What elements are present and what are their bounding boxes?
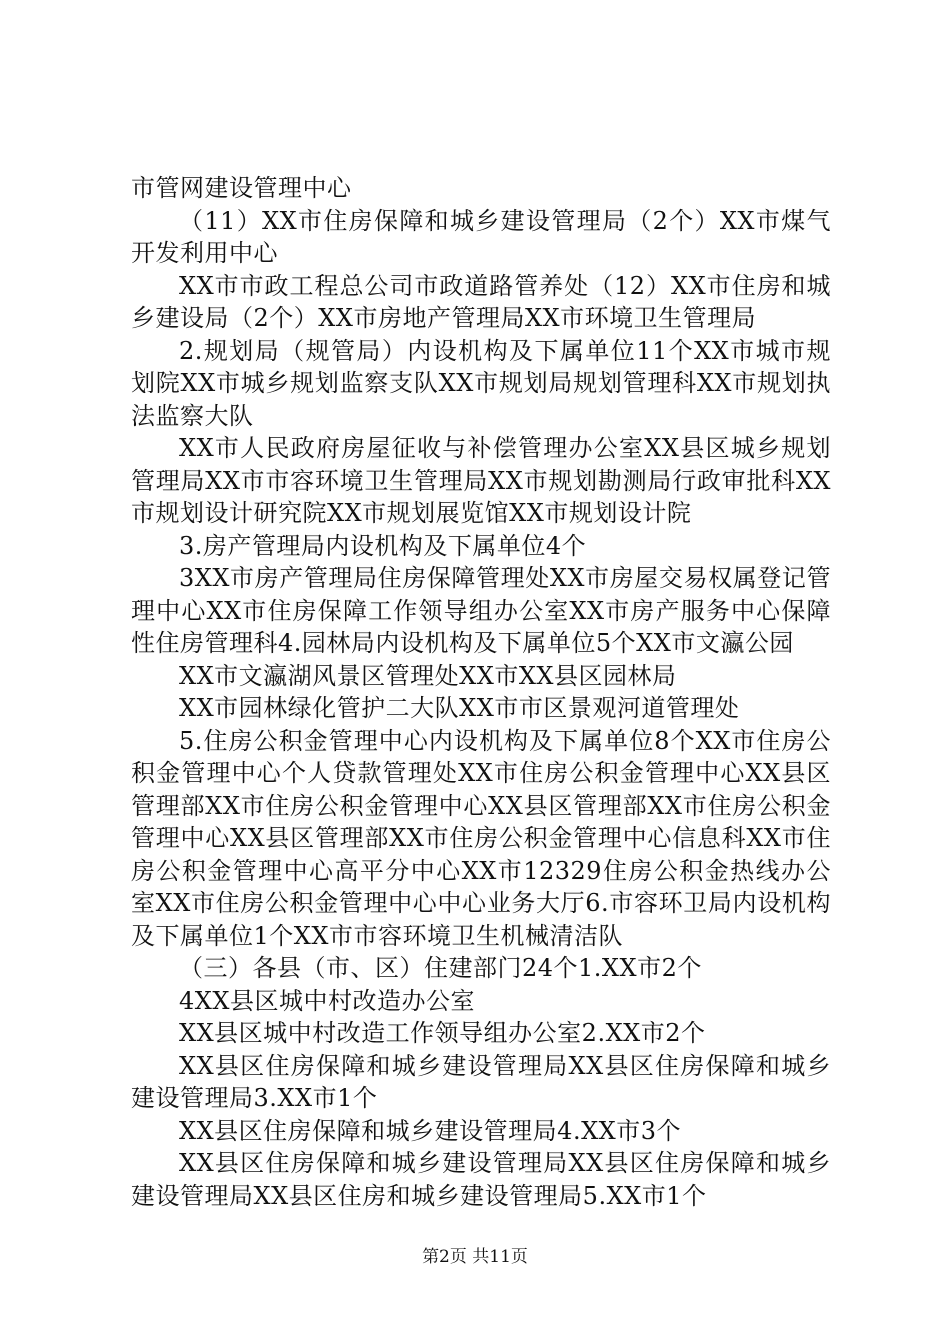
paragraph-9: XX市园林绿化管护二大队XX市市区景观河道管理处 bbox=[179, 694, 740, 722]
paragraph-3: XX市市政工程总公司市政道路管养处（12）XX市住房和城乡建设局（2个）XX市房地产管理局XX市环境卫生管理局 bbox=[131, 271, 831, 332]
paragraph-4: 2.规划局（规管局）内设机构及下属单位11个XX市城市规划院XX市城乡规划监察支队XX市规划局规划管理科XX市规划执法监察大队 bbox=[131, 336, 831, 430]
paragraph-11: （三）各县（市、区）住建部门24个1.XX市2个 bbox=[179, 954, 702, 982]
paragraph-7: 3XX市房产管理局住房保障管理处XX市房屋交易权属登记管理中心XX市住房保障工作领导组办公室XX市房产服务中心保障性住房管理科4.园林局内设机构及下属单位5个XX市文瀛公园 bbox=[131, 564, 831, 657]
page-number: 第2页 共11页 bbox=[422, 1247, 528, 1267]
paragraph-1: 市管网建设管理中心 bbox=[131, 174, 352, 202]
document-body bbox=[131, 172, 831, 1212]
paragraph-16: XX县区住房保障和城乡建设管理局XX县区住房保障和城乡建设管理局XX县区住房和城乡建设管理局5.XX市1个 bbox=[131, 1149, 831, 1210]
paragraph-10: 5.住房公积金管理中心内设机构及下属单位8个XX市住房公积金管理中心个人贷款管理处XX市住房公积金管理中心XX县区管理部XX市住房公积金管理中心XX县区管理部XX市住房公积金管理中心XX县区管理部XX市住房公积金管理中心信息科XX市住房公积金管理中心高平分中心XX市12329住房公积金热线办公室XX市住房公积金管理中心中心业务大厅6.市容环卫局内设机构及下属单位1个XX市市容环境卫生机械清洁队 bbox=[131, 726, 831, 950]
paragraph-6: 3.房产管理局内设机构及下属单位4个 bbox=[179, 531, 587, 560]
paragraph-8: XX市文瀛湖风景区管理处XX市XX县区园林局 bbox=[179, 661, 677, 690]
paragraph-15: XX县区住房保障和城乡建设管理局4.XX市3个 bbox=[179, 1116, 682, 1145]
paragraph-5: XX市人民政府房屋征收与补偿管理办公室XX县区城乡规划管理局XX市市容环境卫生管理局XX市规划勘测局行政审批科XX市规划设计研究院XX市规划展览馆XX市规划设计院 bbox=[131, 434, 831, 527]
paragraph-2: （11）XX市住房保障和城乡建设管理局（2个）XX市煤气开发利用中心 bbox=[131, 206, 831, 267]
paragraph-13: XX县区城中村改造工作领导组办公室2.XX市2个 bbox=[179, 1019, 706, 1047]
paragraph-12: 4XX县区城中村改造办公室 bbox=[179, 986, 475, 1015]
paragraph-14: XX县区住房保障和城乡建设管理局XX县区住房保障和城乡建设管理局3.XX市1个 bbox=[131, 1051, 831, 1112]
